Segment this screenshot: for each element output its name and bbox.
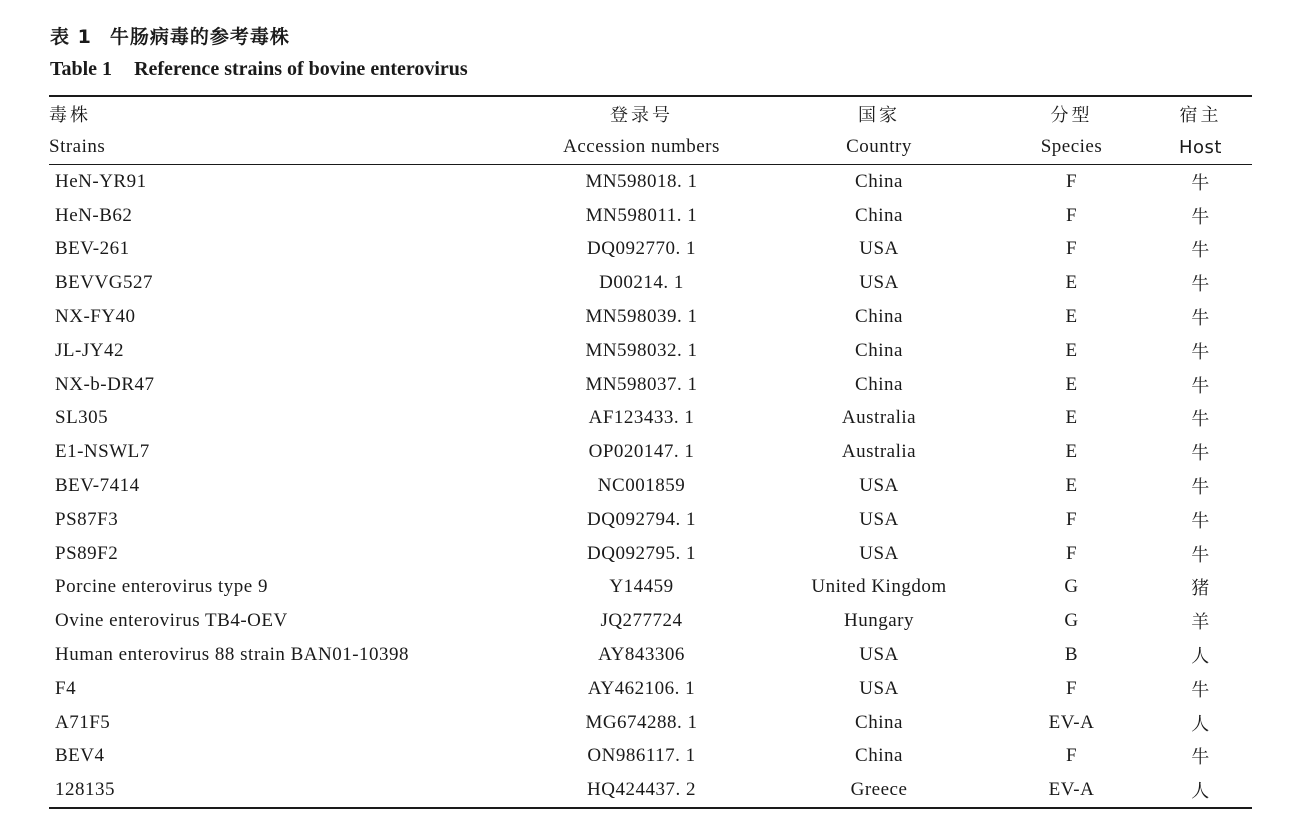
table-row [49,300,1252,334]
cell-accession: Y14459 [609,576,674,598]
cell-accession: OP020147. 1 [588,441,695,463]
header-en-species: Species [994,130,1149,165]
cell-strain: BEVVG527 [55,272,153,294]
cell-strain: Porcine enterovirus type 9 [55,576,268,598]
table-row [49,334,1252,368]
table-row [49,672,1252,706]
cell-host: 牛 [1191,172,1210,194]
data-table [49,95,1252,809]
header-cn-accession: 登录号 [519,96,764,130]
cell-host: 牛 [1191,308,1210,330]
cell-species: E [1065,475,1078,497]
reference-strains-table [49,95,1252,809]
cell-host: 牛 [1191,274,1210,296]
table-row [49,571,1252,605]
cell-strain: PS89F2 [55,542,119,564]
cell-accession: AY462106. 1 [587,677,696,699]
cell-host: 牛 [1191,375,1210,397]
cell-accession: HQ424437. 2 [519,773,764,808]
header-row-english [49,130,1252,165]
table-row [49,740,1252,774]
cell-species: G [1064,576,1079,598]
table-row [49,165,1252,199]
cell-strain: A71F5 [55,711,111,733]
cell-host: 猪 [1191,578,1210,600]
cell-host: 人 [1149,773,1252,808]
cell-country: USA [859,238,899,260]
cell-accession: MG674288. 1 [585,711,698,733]
cell-accession: ON986117. 1 [587,745,696,767]
cell-species: F [1065,677,1078,699]
table-caption-chinese [50,22,290,49]
cell-host: 人 [1191,646,1210,668]
cell-country: China [855,306,903,328]
cell-strain: HeN-YR91 [55,170,147,192]
cell-host: 牛 [1191,679,1210,701]
table-row [49,773,1252,808]
cell-strain: F4 [55,677,77,699]
cell-strain: NX-FY40 [55,306,136,328]
table-number-english: Table 1 [50,58,113,80]
header-cn-strains: 毒株 [49,96,519,130]
cell-species: E [1065,272,1078,294]
table-body [49,165,1252,809]
cell-strain: BEV-261 [55,238,130,260]
cell-host: 牛 [1191,747,1210,769]
cell-host: 人 [1191,713,1210,735]
cell-species: F [1065,542,1078,564]
cell-host: 牛 [1191,443,1210,465]
cell-accession: MN598037. 1 [585,373,698,395]
cell-species: E [1065,339,1078,361]
cell-strain: NX-b-DR47 [55,373,155,395]
cell-country: China [855,711,903,733]
cell-host: 牛 [1191,409,1210,431]
table-row [49,435,1252,469]
table-row [49,368,1252,402]
cell-accession: MN598039. 1 [585,306,698,328]
cell-country: USA [859,508,899,530]
table-row [49,537,1252,571]
table-title-chinese: 牛肠病毒的参考毒株 [109,26,290,48]
table-row [49,402,1252,436]
header-en-strains: Strains [49,130,519,165]
cell-accession: DQ092794. 1 [587,508,696,530]
cell-strain: BEV4 [55,745,105,767]
header-en-accession: Accession numbers [519,130,764,165]
header-cn-country: 国家 [764,96,994,130]
cell-species: E [1065,441,1078,463]
table-caption-english [50,58,468,81]
cell-host: 牛 [1191,510,1210,532]
cell-host: 牛 [1191,240,1210,262]
cell-strain: HeN-B62 [55,204,133,226]
cell-strain: E1-NSWL7 [55,441,150,463]
cell-host: 牛 [1191,341,1210,363]
cell-species: F [1065,745,1078,767]
cell-species: G [1064,610,1079,632]
cell-host: 羊 [1191,612,1210,634]
cell-species: F [1065,204,1078,226]
cell-accession: D00214. 1 [599,272,684,294]
cell-accession: NC001859 [597,475,686,497]
header-row-chinese [49,96,1252,130]
cell-accession: AY843306 [598,644,685,666]
cell-country: China [855,745,903,767]
cell-country: USA [859,272,899,294]
cell-country: Hungary [844,610,914,632]
cell-species: B [1064,644,1079,666]
table-row [49,604,1252,638]
cell-accession: AF123433. 1 [588,407,695,429]
cell-species: F [1065,508,1078,530]
cell-strain: JL-JY42 [55,339,124,361]
table-header [49,96,1252,165]
cell-host: 牛 [1191,206,1210,228]
cell-country: China [855,204,903,226]
cell-species: F [1065,238,1078,260]
cell-strain: 128135 [49,773,519,808]
cell-species: E [1065,407,1078,429]
cell-accession: DQ092770. 1 [587,238,696,260]
cell-country: USA [859,677,899,699]
cell-strain: BEV-7414 [55,475,140,497]
cell-host: 牛 [1191,477,1210,499]
cell-species: EV-A [994,773,1149,808]
header-en-country: Country [764,130,994,165]
cell-strain: Ovine enterovirus TB4-OEV [55,610,288,632]
cell-country: USA [859,542,899,564]
header-en-host: Host [1149,130,1252,165]
cell-country: Australia [841,441,917,463]
cell-country: China [855,373,903,395]
cell-accession: DQ092795. 1 [587,542,696,564]
table-row [49,266,1252,300]
cell-country: Australia [841,407,917,429]
table-row [49,503,1252,537]
cell-strain: Human enterovirus 88 strain BAN01-10398 [55,644,410,666]
cell-accession: MN598011. 1 [585,204,698,226]
cell-country: USA [859,475,899,497]
cell-country: China [855,170,903,192]
table-row [49,469,1252,503]
cell-species: E [1065,373,1078,395]
cell-strain: SL305 [55,407,109,429]
cell-species: EV-A [1048,711,1095,733]
table-row [49,233,1252,267]
cell-country: United Kingdom [811,576,947,598]
cell-accession: JQ277724 [600,610,683,632]
header-cn-species: 分型 [994,96,1149,130]
cell-accession: MN598018. 1 [585,170,698,192]
cell-accession: MN598032. 1 [585,339,698,361]
table-row [49,706,1252,740]
table-number-chinese: 表 1 [50,26,92,48]
cell-country: Greece [764,773,994,808]
cell-strain: PS87F3 [55,508,119,530]
cell-species: E [1065,306,1078,328]
cell-host: 牛 [1191,544,1210,566]
table-row [49,199,1252,233]
cell-country: China [855,339,903,361]
cell-species: F [1065,170,1078,192]
table-title-english: Reference strains of bovine enterovirus [134,58,468,80]
table-row [49,638,1252,672]
cell-country: USA [859,644,899,666]
header-cn-host: 宿主 [1149,96,1252,130]
